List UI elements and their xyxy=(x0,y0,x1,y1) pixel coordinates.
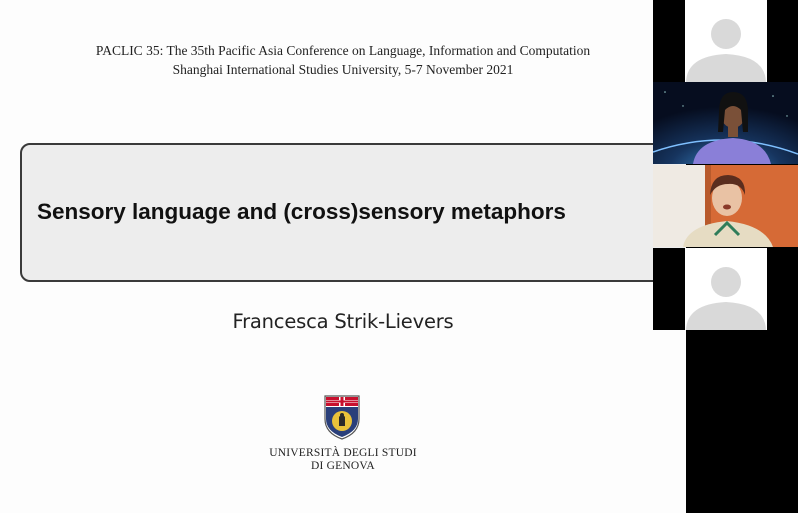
user-avatar-icon xyxy=(653,0,798,82)
university-crest-icon xyxy=(322,393,362,441)
slide-title: Sensory language and (cross)sensory metaphors xyxy=(37,199,566,224)
university-city: DI GENOVA xyxy=(311,460,375,472)
empty-gallery-area xyxy=(686,330,798,513)
user-avatar-icon xyxy=(653,248,798,330)
participant-tile[interactable] xyxy=(653,248,798,330)
participant-video-tile[interactable] xyxy=(653,82,798,164)
conference-title: PACLIC 35: The 35th Pacific Asia Conference on Language, Information and Computation xyxy=(95,43,591,58)
author-name: Francesca Strik-Lievers xyxy=(232,310,454,333)
participant-video-tile[interactable] xyxy=(653,165,798,247)
participant-tile[interactable] xyxy=(653,0,798,82)
participant-video-icon xyxy=(653,165,798,247)
participant-video-icon xyxy=(653,82,798,164)
university-name: UNIVERSITÀ DEGLI STUDI xyxy=(269,447,417,459)
conference-venue: Shanghai International Studies University, 5-7 November 2021 xyxy=(172,62,514,77)
